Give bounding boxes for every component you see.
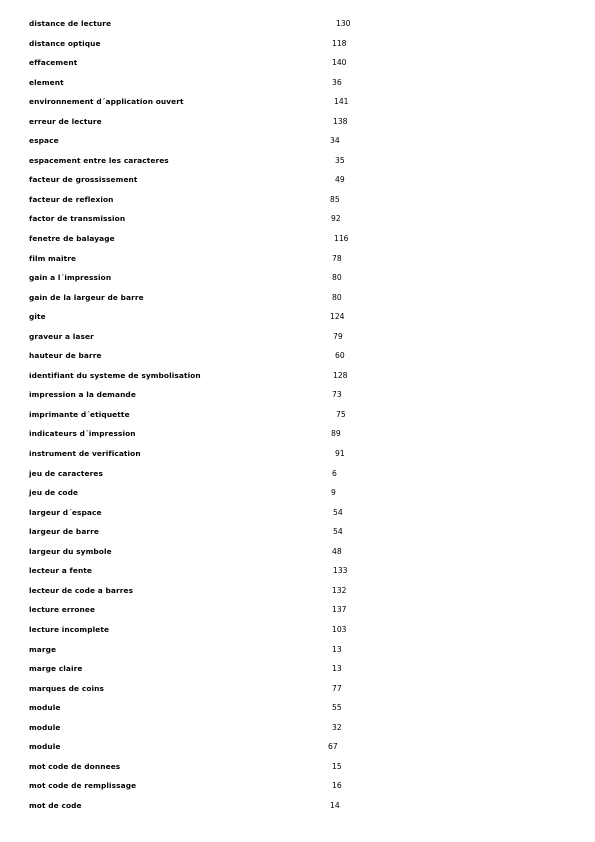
index-term: module	[29, 703, 61, 713]
index-term: jeu de caracteres	[29, 468, 103, 478]
index-entry	[0, 194, 595, 214]
index-page-number: 85	[330, 194, 340, 204]
index-entry	[0, 741, 595, 761]
index-page-number: 73	[332, 390, 342, 400]
index-page-number: 138	[333, 116, 348, 126]
index-term: marge	[29, 644, 57, 654]
index-entry	[0, 683, 595, 703]
index-entry	[0, 526, 595, 546]
index-entry	[0, 311, 595, 331]
index-entry	[0, 644, 595, 664]
index-entry	[0, 487, 595, 507]
index-term: espacement entre les caracteres	[29, 155, 169, 165]
index-page-number: 67	[328, 742, 338, 752]
index-entry	[0, 468, 595, 488]
index-term: imprimante d´etiquette	[29, 409, 130, 419]
index-term: film maitre	[29, 253, 77, 263]
index-page-number: 15	[332, 761, 342, 771]
index-entry	[0, 663, 595, 683]
index-entry	[0, 370, 595, 390]
index-term: gain de la largeur de barre	[29, 292, 144, 302]
index-entry	[0, 565, 595, 585]
index-page-number: 141	[334, 97, 349, 107]
index-page-number: 92	[331, 214, 341, 224]
index-term: graveur a laser	[29, 331, 94, 341]
index-term: module	[29, 722, 61, 732]
index-entry	[0, 155, 595, 175]
index-term: element	[29, 77, 64, 87]
index-term: mot code de remplissage	[29, 781, 137, 791]
index-page-number: 79	[333, 331, 343, 341]
index-entry	[0, 18, 595, 38]
index-term: lecture incomplete	[29, 624, 110, 634]
index-page-number: 124	[330, 312, 345, 322]
index-term: factor de transmission	[29, 214, 126, 224]
index-entry	[0, 722, 595, 742]
index-entry	[0, 546, 595, 566]
index-term: lecture erronee	[29, 605, 96, 615]
index-page-number: 55	[332, 703, 342, 713]
index-entry	[0, 350, 595, 370]
index-term: distance de lecture	[29, 19, 112, 28]
index-term: impression a la demande	[29, 390, 136, 400]
index-page-number: 60	[335, 351, 345, 361]
index-entry	[0, 292, 595, 312]
index-entry	[0, 780, 595, 800]
index-term: instrument de verification	[29, 449, 141, 459]
index-term: espace	[29, 136, 59, 146]
index-page-number: 35	[335, 155, 345, 165]
index-page-number: 116	[334, 234, 349, 244]
index-page-number: 80	[332, 273, 342, 283]
index-term: gite	[29, 312, 46, 322]
index-term: marge claire	[29, 664, 83, 674]
index-term: jeu de code	[29, 488, 79, 498]
index-page-number: 48	[332, 546, 342, 556]
index-term: largeur du symbole	[29, 546, 112, 556]
index-term: fenetre de balayage	[29, 234, 115, 244]
index-entry	[0, 409, 595, 429]
index-term: marques de coins	[29, 683, 104, 693]
index-term: effacement	[29, 58, 78, 68]
index-page-number: 128	[333, 370, 348, 380]
index-entry	[0, 428, 595, 448]
index-page-number: 132	[332, 585, 347, 595]
index-term: facteur de reflexion	[29, 194, 114, 204]
index-page-number: 91	[335, 449, 345, 459]
index-term: largeur d´espace	[29, 507, 102, 517]
index-entry	[0, 135, 595, 155]
index-term: distance optique	[29, 38, 101, 48]
index-page-number: 6	[332, 468, 337, 478]
index-entry	[0, 448, 595, 468]
index-term: identifiant du systeme de symbolisation	[29, 370, 201, 380]
index-entry	[0, 174, 595, 194]
index-entry	[0, 272, 595, 292]
index-entry	[0, 604, 595, 624]
index-term: mot code de donnees	[29, 761, 121, 771]
index-page-number: 78	[332, 253, 342, 263]
index-entry	[0, 800, 595, 820]
index-term: indicateurs d´impression	[29, 429, 136, 439]
index-term: gain a l´impression	[29, 273, 112, 283]
index-page-number: 34	[330, 136, 340, 146]
index-entry	[0, 624, 595, 644]
index-page-number: 16	[332, 781, 342, 791]
index-term: largeur de barre	[29, 527, 100, 537]
index-term: lecteur de code a barres	[29, 585, 134, 595]
index-term: lecteur a fente	[29, 566, 93, 576]
index-page-number: 140	[332, 58, 347, 68]
index-entry	[0, 331, 595, 351]
index-entry	[0, 585, 595, 605]
index-entry	[0, 233, 595, 253]
index-page-number: 32	[332, 722, 342, 732]
index-page-number: 137	[332, 605, 347, 615]
index-page-number: 130	[336, 19, 351, 28]
index-term: erreur de lecture	[29, 116, 102, 126]
index-page-number: 75	[336, 409, 346, 419]
index-entry	[0, 507, 595, 527]
index-entry	[0, 253, 595, 273]
index-page-number: 54	[333, 527, 343, 537]
index-term: facteur de grossissement	[29, 175, 138, 185]
index-page-number: 103	[332, 624, 347, 634]
index-page-number: 49	[335, 175, 345, 185]
index-page-number: 36	[332, 77, 342, 87]
index-page-number: 89	[331, 429, 341, 439]
index-term: mot de code	[29, 800, 82, 810]
index-list	[0, 18, 595, 819]
index-entry	[0, 702, 595, 722]
index-entry	[0, 96, 595, 116]
index-page-number: 118	[332, 38, 347, 48]
index-page-number: 133	[333, 566, 348, 576]
index-page-number: 9	[331, 488, 336, 498]
index-entry	[0, 38, 595, 58]
index-entry	[0, 213, 595, 233]
index-page-number: 14	[330, 800, 340, 810]
index-page-number: 77	[332, 683, 342, 693]
index-page-number: 13	[332, 644, 342, 654]
index-entry	[0, 77, 595, 97]
index-entry	[0, 389, 595, 409]
index-page-number: 80	[332, 292, 342, 302]
index-entry	[0, 57, 595, 77]
index-entry	[0, 761, 595, 781]
index-page-number: 54	[333, 507, 343, 517]
index-term: module	[29, 742, 61, 752]
index-entry	[0, 116, 595, 136]
index-page-number: 13	[332, 664, 342, 674]
index-term: hauteur de barre	[29, 351, 102, 361]
index-term: environnement d´application ouvert	[29, 97, 184, 107]
